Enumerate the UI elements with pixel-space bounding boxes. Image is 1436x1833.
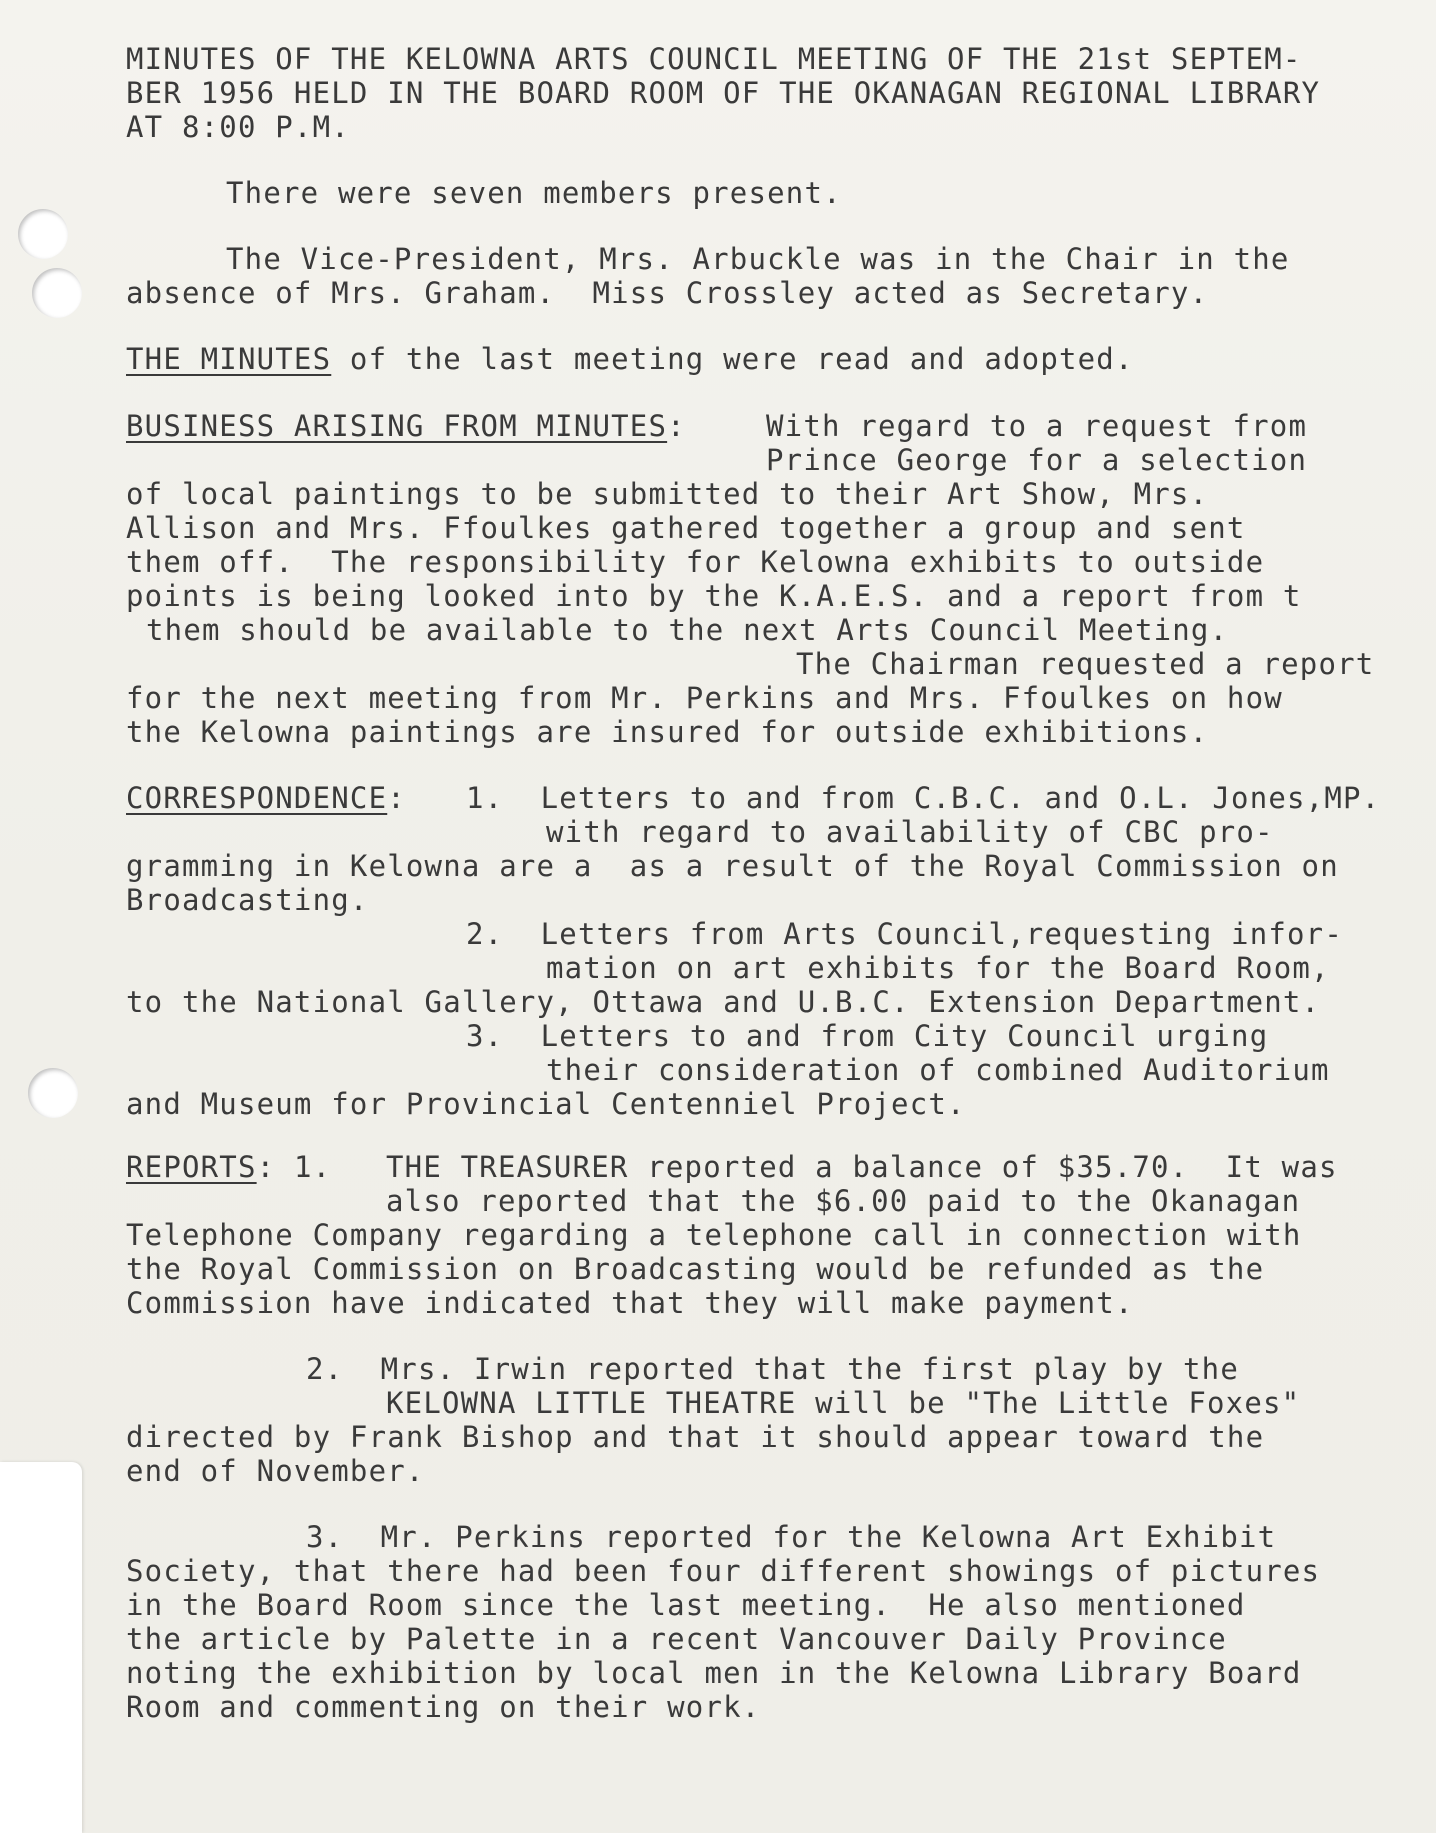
reports-line-10: 3. Mr. Perkins reported for the Kelowna Art Exhibit <box>306 1520 1277 1554</box>
reports-heading-line <box>126 1150 369 1184</box>
reports-line-7: KELOWNA LITTLE THEATRE will be "The Little Foxes" <box>386 1386 1301 1420</box>
correspondence-line-1: 1. Letters to and from C.B.C. and O.L. Jones,MP. <box>466 781 1381 815</box>
correspondence-heading-line <box>126 781 406 815</box>
correspondence-line-5: 2. Letters from Arts Council,requesting infor- <box>466 917 1343 951</box>
header-line-1: MINUTES OF THE KELOWNA ARTS COUNCIL MEETING OF THE 21st SEPTEM- <box>126 42 1302 76</box>
business-line-9: for the next meeting from Mr. Perkins and Mrs. Ffoulkes on how <box>126 681 1283 715</box>
minutes-text: of the last meeting were read and adopted. <box>331 342 1134 376</box>
reports-line-9: end of November. <box>126 1454 425 1488</box>
reports-line-3: Telephone Company regarding a telephone call in connection with <box>126 1218 1302 1252</box>
reports-line-12: in the Board Room since the last meeting. He also mentioned <box>126 1588 1246 1622</box>
reports-line-5: Commission have indicated that they will make payment. <box>126 1286 1134 1320</box>
correspondence-line-4: Broadcasting. <box>126 883 369 917</box>
chair-line-1: The Vice-President, Mrs. Arbuckle was in the Chair in the <box>226 242 1290 276</box>
reports-heading: REPORTS <box>126 1150 257 1184</box>
chair-line-2: absence of Mrs. Graham. Miss Crossley acted as Secretary. <box>126 276 1209 310</box>
business-line-5: them off. The responsibility for Kelowna exhibits to outside <box>126 545 1265 579</box>
business-line-6: points is being looked into by the K.A.E.S. and a report from t <box>126 579 1302 613</box>
correspondence-line-8: 3. Letters to and from City Council urging <box>466 1019 1269 1053</box>
reports-line-2: also reported that the $6.00 paid to the Okanagan <box>386 1184 1301 1218</box>
correspondence-line-2: with regard to availability of CBC pro- <box>546 815 1274 849</box>
binder-hole-top <box>18 209 68 259</box>
business-heading-line <box>126 409 686 443</box>
reports-line-1: THE TREASURER reported a balance of $35.70. It was <box>386 1150 1338 1184</box>
reports-line-6: 2. Mrs. Irwin reported that the first play by the <box>306 1352 1239 1386</box>
members-present: There were seven members present. <box>226 176 842 210</box>
reports-colon: : 1. <box>256 1150 369 1184</box>
business-line-4: Allison and Mrs. Ffoulkes gathered together a group and sent <box>126 511 1246 545</box>
reports-line-14: noting the exhibition by local men in the Kelowna Library Board <box>126 1656 1302 1690</box>
correspondence-line-9: their consideration of combined Auditorium <box>546 1053 1330 1087</box>
correspondence-line-10: and Museum for Provincial Centenniel Project. <box>126 1087 966 1121</box>
correspondence-line-7: to the National Gallery, Ottawa and U.B.C. Extension Department. <box>126 985 1321 1019</box>
reports-line-15: Room and commenting on their work. <box>126 1690 761 1724</box>
business-line-3: of local paintings to be submitted to their Art Show, Mrs. <box>126 477 1209 511</box>
reports-line-8: directed by Frank Bishop and that it should appear toward the <box>126 1420 1265 1454</box>
minutes-paragraph <box>126 342 1134 376</box>
correspondence-line-3: gramming in Kelowna are a as a result of the Royal Commission on <box>126 849 1339 883</box>
business-line-8: The Chairman requested a report <box>796 647 1375 681</box>
minutes-heading: THE MINUTES <box>126 342 332 376</box>
correspondence-heading: CORRESPONDENCE <box>126 781 388 815</box>
binder-hole-second <box>32 268 82 318</box>
reports-line-4: the Royal Commission on Broadcasting would be refunded as the <box>126 1252 1265 1286</box>
business-line-2: Prince George for a selection <box>766 443 1308 477</box>
header-line-2: BER 1956 HELD IN THE BOARD ROOM OF THE OKANAGAN REGIONAL LIBRARY <box>126 76 1321 110</box>
reports-line-13: the article by Palette in a recent Vancouver Daily Province <box>126 1622 1227 1656</box>
business-heading: BUSINESS ARISING FROM MINUTES <box>126 409 668 443</box>
reports-line-11: Society, that there had been four different showings of pictures <box>126 1554 1321 1588</box>
business-line-10: the Kelowna paintings are insured for outside exhibitions. <box>126 715 1209 749</box>
business-line-7: them should be available to the next Arts Council Meeting. <box>146 613 1229 647</box>
correspondence-line-6: mation on art exhibits for the Board Room, <box>546 951 1330 985</box>
business-colon: : <box>667 409 686 443</box>
index-tab <box>0 1462 82 1833</box>
header-line-3: AT 8:00 P.M. <box>126 110 350 144</box>
business-line-1: With regard to a request from <box>766 409 1308 443</box>
binder-hole-third <box>28 1068 78 1118</box>
correspondence-colon: : <box>387 781 406 815</box>
